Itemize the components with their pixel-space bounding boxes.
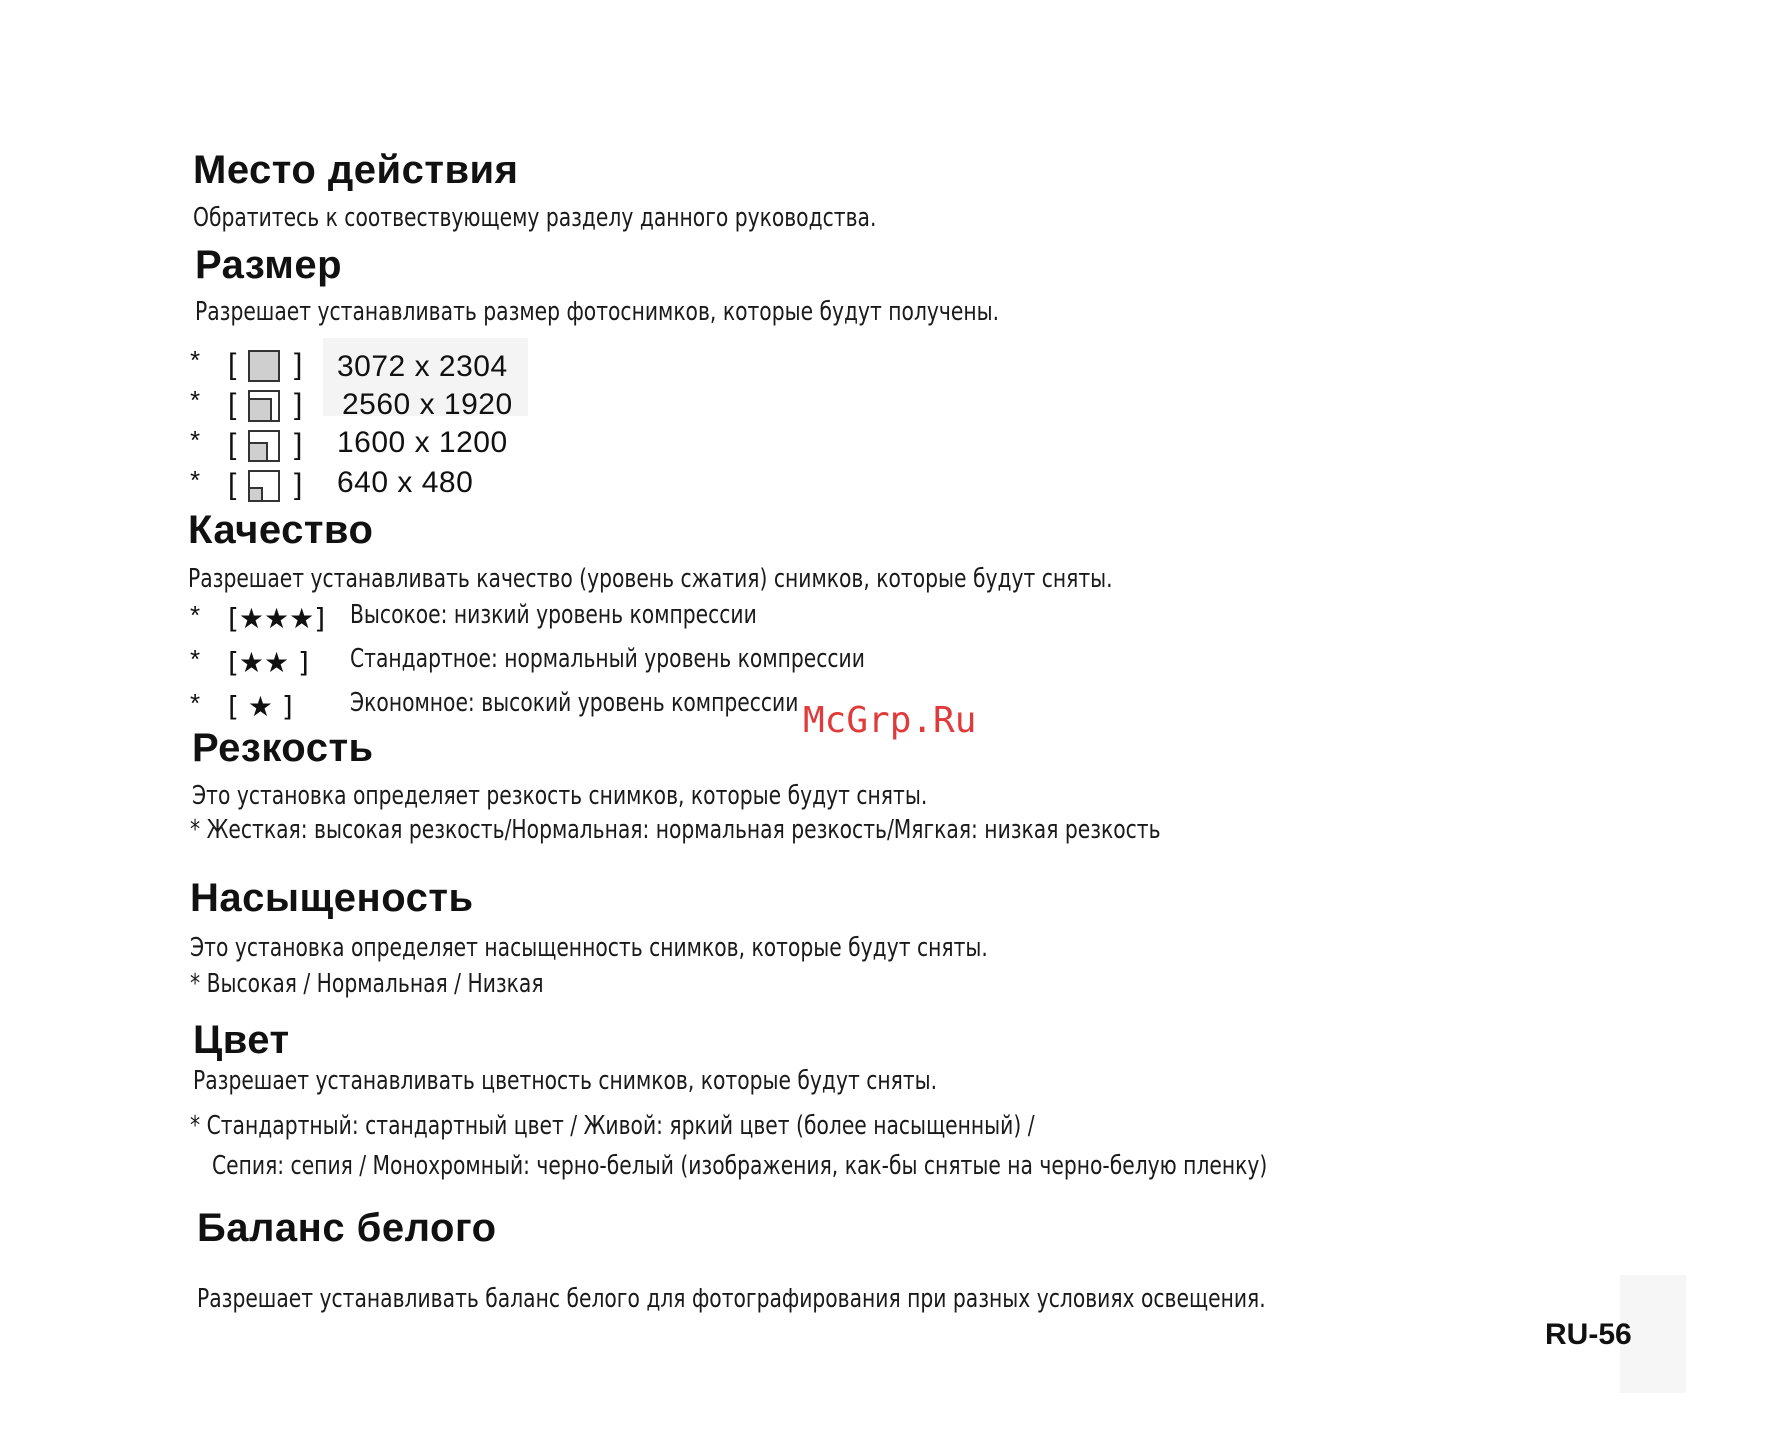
bracket-close: ] bbox=[294, 388, 303, 421]
color-options-line1: * Стандартный: стандартный цвет / Живой: яркий цвет (более насыщенный) / bbox=[190, 1111, 1035, 1141]
bullet: * bbox=[190, 644, 201, 674]
quality-high-label: Высокое: низкий уровень компрессии bbox=[350, 600, 757, 630]
quality-economy-label: Экономное: высокий уровень компрессии bbox=[350, 688, 799, 718]
size-small-icon bbox=[248, 470, 280, 502]
saturation-text: Это установка определяет насыщенность снимков, которые будут сняты. bbox=[190, 933, 988, 963]
sharpness-heading: Резкость bbox=[192, 726, 374, 770]
saturation-options: * Высокая / Нормальная / Низкая bbox=[190, 969, 544, 999]
size-text: Разрешает устанавливать размер фотоснимков, которые будут получены. bbox=[195, 297, 1000, 327]
quality-high-stars-icon: [★★★] bbox=[228, 602, 326, 635]
size-value: 640 x 480 bbox=[337, 466, 474, 499]
bracket-open: [ bbox=[228, 468, 237, 501]
bullet: * bbox=[190, 600, 201, 630]
size-full-icon bbox=[248, 350, 280, 382]
bracket-open: [ bbox=[228, 388, 237, 421]
size-large-icon bbox=[248, 390, 280, 422]
bracket-open: [ bbox=[228, 348, 237, 381]
bracket-close: ] bbox=[294, 468, 303, 501]
bracket-close: ] bbox=[294, 428, 303, 461]
bullet: * bbox=[190, 425, 201, 455]
white-balance-text: Разрешает устанавливать баланс белого для фотографирования при разных условиях освещения. bbox=[197, 1284, 1266, 1314]
quality-economy-stars-icon: [ ★ ] bbox=[228, 690, 293, 723]
scene-heading: Место действия bbox=[193, 148, 519, 192]
size-value: 3072 x 2304 bbox=[337, 350, 508, 383]
bullet: * bbox=[190, 345, 201, 375]
white-balance-heading: Баланс белого bbox=[197, 1206, 497, 1250]
bullet: * bbox=[190, 385, 201, 415]
quality-standard-label: Стандартное: нормальный уровень компрессии bbox=[350, 644, 865, 674]
quality-text: Разрешает устанавливать качество (уровень сжатия) снимков, которые будут сняты. bbox=[188, 564, 1113, 594]
bullet: * bbox=[190, 465, 201, 495]
saturation-heading: Насыщеность bbox=[190, 876, 474, 920]
quality-heading: Качество bbox=[188, 508, 374, 552]
bracket-close: ] bbox=[294, 348, 303, 381]
size-heading: Размер bbox=[195, 243, 343, 287]
scene-text: Обратитесь к соотвествующему разделу данного руководства. bbox=[193, 203, 877, 233]
bracket-open: [ bbox=[228, 428, 237, 461]
color-text: Разрешает устанавливать цветность снимков, которые будут сняты. bbox=[193, 1066, 938, 1096]
sharpness-text: Это установка определяет резкость снимков, которые будут сняты. bbox=[192, 781, 928, 811]
sharpness-options: * Жесткая: высокая резкость/Нормальная: нормальная резкость/Мягкая: низкая резкость bbox=[190, 815, 1161, 845]
bullet: * bbox=[190, 688, 201, 718]
watermark: McGrp.Ru bbox=[803, 700, 977, 741]
color-options-line2: Сепия: сепия / Монохромный: черно-белый (изображения, как-бы снятые на черно-белую пленку) bbox=[212, 1151, 1268, 1181]
color-heading: Цвет bbox=[193, 1018, 290, 1062]
quality-standard-stars-icon: [★★ ] bbox=[228, 646, 309, 679]
size-medium-icon bbox=[248, 430, 280, 462]
page-number: RU-56 bbox=[1545, 1318, 1632, 1351]
size-value: 1600 x 1200 bbox=[337, 426, 508, 459]
size-value: 2560 x 1920 bbox=[342, 388, 513, 421]
